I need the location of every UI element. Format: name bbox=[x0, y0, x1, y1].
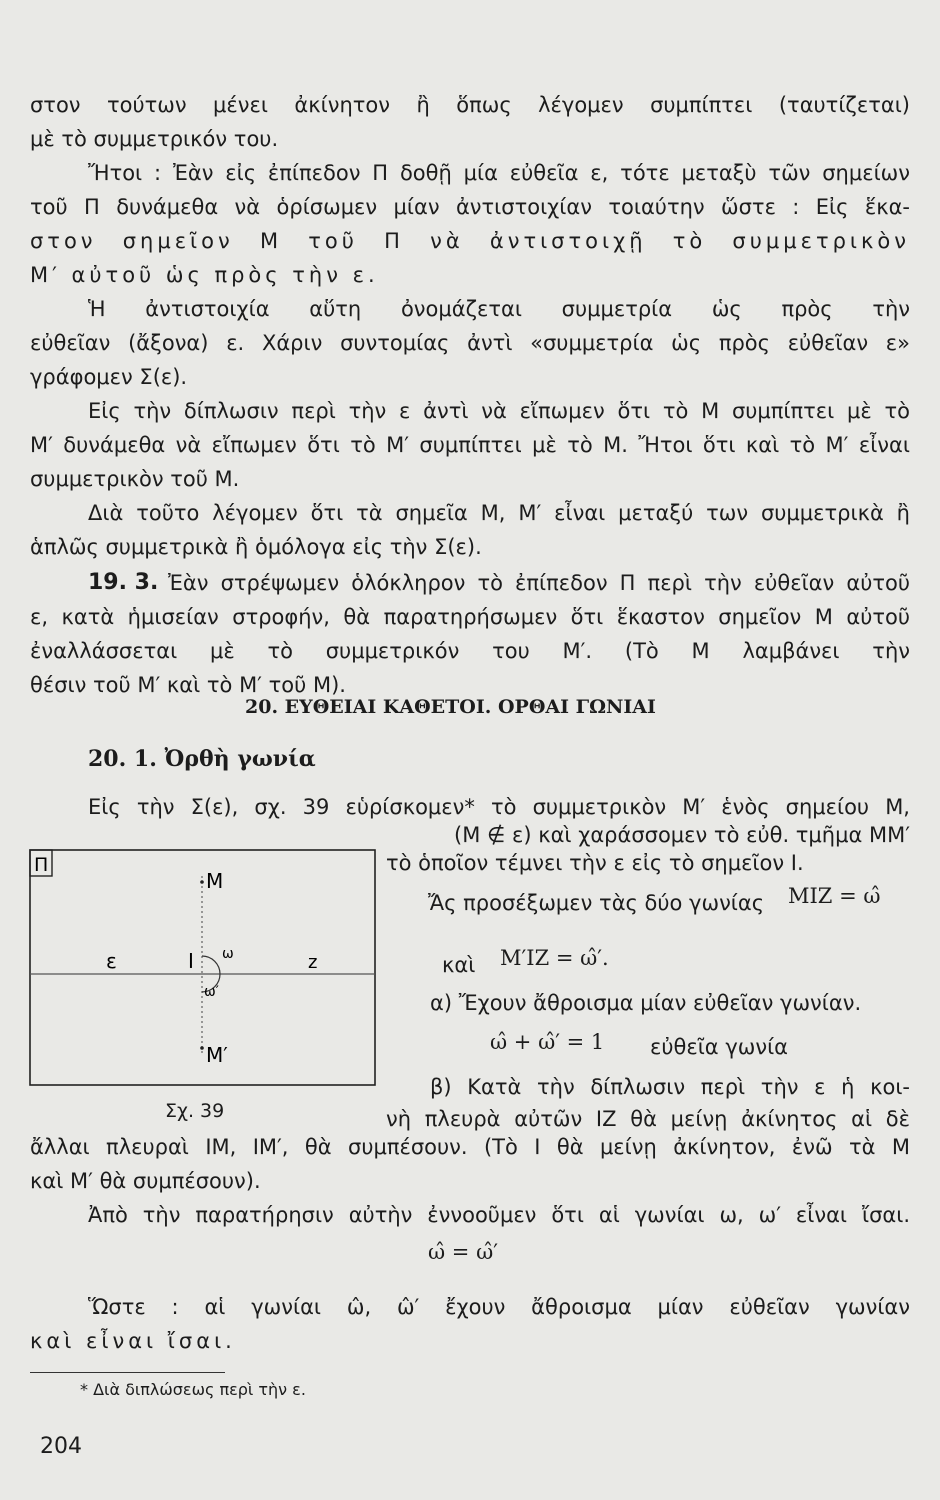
text-line: στον τούτων μένει ἀκίνητον ἢ ὅπως λέγομεν συμπίπτει (ταυτίζεται) bbox=[30, 93, 910, 117]
subsection-heading: 20. 1. Ὀρθὴ γωνία bbox=[88, 746, 316, 772]
text-line: μὲ τὸ συμμετρικόν του. bbox=[30, 127, 279, 151]
text-line: Εἰς τὴν Σ(ε), σχ. 39 εὑρίσκομεν* τὸ συμμετρικὸν Μ′ ἑνὸς σημείου Μ, bbox=[88, 795, 910, 819]
formula-equal: ω̂ = ω̂′ bbox=[428, 1240, 498, 1264]
text-line: Ἤτοι : Ἐὰν εἰς ἐπίπεδον Π δοθῇ μία εὐθεῖα ε, τότε μεταξὺ τῶν σημείων bbox=[88, 161, 910, 185]
text-line: Διὰ τοῦτο λέγομεν ὅτι τὰ σημεῖα Μ, Μ′ εἶναι μεταξύ των συμμετρικὰ ἢ bbox=[88, 501, 910, 525]
text-line: Ἀπὸ τὴν παρατήρησιν αὐτὴν ἐννοοῦμεν ὅτι αἱ γωνίαι ω, ω′ εἶναι ἴσαι. bbox=[88, 1203, 910, 1227]
text-line: Μ′ αὐτοῦ ὡς πρὸς τὴν ε. bbox=[30, 263, 379, 287]
text-line: εὐθεῖαν (ἄξονα) ε. Χάριν συντομίας ἀντὶ «συμμετρία ὡς πρὸς εὐθεῖαν ε» bbox=[30, 331, 910, 355]
text-line: τὸ ὁποῖον τέμνει τὴν ε εἰς τὸ σημεῖον Ι. bbox=[386, 851, 804, 875]
point-M-prime bbox=[200, 1046, 204, 1050]
text-line: γράφομεν Σ(ε). bbox=[30, 365, 188, 389]
text-line: ἐναλλάσσεται μὲ τὸ συμμετρικόν του Μ′. (Τὸ Μ λαμβάνει τὴν bbox=[30, 639, 910, 663]
text-line: καὶ bbox=[442, 953, 476, 977]
text-line: Ἄς προσέξωμεν τὰς δύο γωνίας bbox=[428, 891, 765, 915]
label-epsilon: ε bbox=[106, 949, 117, 973]
angle-arc-omega bbox=[202, 956, 220, 974]
text-line: Ἡ ἀντιστοιχία αὕτη ὀνομάζεται συμμετρία ὡς πρὸς τὴν bbox=[88, 297, 910, 321]
text-line: τοῦ Π δυνάμεθα νὰ ὁρίσωμεν μίαν ἀντιστοιχίαν τοιαύτην ὥστε : Εἰς ἕκα- bbox=[30, 195, 910, 219]
text-line: ἁπλῶς συμμετρικὰ ἢ ὁμόλογα εἰς τὴν Σ(ε). bbox=[30, 535, 482, 559]
text-line: καὶ Μ′ θὰ συμπέσουν). bbox=[30, 1169, 261, 1193]
text-line: ε, κατὰ ἡμισείαν στροφήν, θὰ παρατηρήσωμεν ὅτι ἕκαστον σημεῖον Μ αὐτοῦ bbox=[30, 605, 910, 629]
text-line: καὶ εἶναι ἴσαι. bbox=[30, 1329, 236, 1353]
page-number: 204 bbox=[40, 1434, 82, 1459]
formula-sum: ω̂ + ω̂′ = 1 bbox=[490, 1030, 605, 1054]
text-line: Μ′ δυνάμεθα νὰ εἴπωμεν ὅτι τὸ Μ′ συμπίπτει μὲ τὸ Μ. Ἤτοι ὅτι καὶ τὸ Μ′ εἶναι bbox=[30, 433, 910, 457]
formula-angle-MIZ: ΜΙΖ = ω̂ bbox=[788, 884, 881, 908]
label-omega: ω bbox=[222, 946, 234, 962]
text-line: Εἰς τὴν δίπλωσιν περὶ τὴν ε ἀντὶ νὰ εἴπωμεν ὅτι τὸ Μ συμπίπτει μὲ τὸ bbox=[88, 399, 910, 423]
label-omega-prime: ω′ bbox=[204, 984, 219, 1000]
text-line: ἄλλαι πλευραὶ ΙΜ, ΙΜ′, θὰ συμπέσουν. (Τὸ Ι θὰ μείνῃ ἀκίνητον, ἐνῶ τὰ Μ bbox=[30, 1135, 910, 1159]
figure-caption: Σχ. 39 bbox=[165, 1100, 225, 1122]
label-M: Μ bbox=[206, 869, 224, 893]
text-line: θέσιν τοῦ Μ′ καὶ τὸ Μ′ τοῦ Μ). bbox=[30, 673, 346, 697]
text-line: νὴ πλευρὰ αὐτῶν ΙΖ θὰ μείνῃ ἀκίνητος αἱ δὲ bbox=[386, 1107, 910, 1131]
text-line: Ὥστε : αἱ γωνίαι ω̂, ω̂′ ἔχουν ἄθροισμα μίαν εὐθεῖαν γωνίαν bbox=[88, 1295, 910, 1319]
label-M-prime: Μ′ bbox=[206, 1043, 228, 1067]
text-line: στον σημεῖον Μ τοῦ Π νὰ ἀντιστοιχῇ τὸ συμμετρικὸν bbox=[30, 229, 910, 253]
footnote: * Διὰ διπλώσεως περὶ τὴν ε. bbox=[80, 1380, 306, 1399]
text-line: Ἐὰν στρέψωμεν ὁλόκληρον τὸ ἐπίπεδον Π περὶ τὴν εὐθεῖαν αὐτοῦ bbox=[168, 571, 910, 595]
footnote-rule bbox=[30, 1372, 225, 1373]
formula-angle-M2IZ: Μ′ΙΖ = ω̂′. bbox=[500, 946, 609, 970]
text-line: (Μ ∉ ε) καὶ χαράσσομεν τὸ εὐθ. τμῆμα ΜΜ′ bbox=[454, 823, 910, 847]
plane-label: Π bbox=[34, 854, 49, 876]
text-line: α) Ἔχουν ἄθροισμα μίαν εὐθεῖαν γωνίαν. bbox=[430, 991, 862, 1015]
figure-39 bbox=[28, 848, 378, 1088]
label-I: Ι bbox=[188, 949, 194, 973]
section-heading: 20. ΕΥΘΕΙΑΙ ΚΑΘΕΤΟΙ. ΟΡΘΑΙ ΓΩΝΙΑΙ bbox=[245, 696, 656, 718]
point-M bbox=[200, 880, 204, 884]
label-Z: z bbox=[308, 952, 318, 973]
text-line: β) Κατὰ τὴν δίπλωσιν περὶ τὴν ε ἡ κοι- bbox=[430, 1075, 910, 1099]
paragraph-number: 19. 3. bbox=[88, 570, 159, 595]
text-line: συμμετρικὸν τοῦ Μ. bbox=[30, 467, 240, 491]
text-line: εὐθεῖα γωνία bbox=[650, 1035, 789, 1059]
